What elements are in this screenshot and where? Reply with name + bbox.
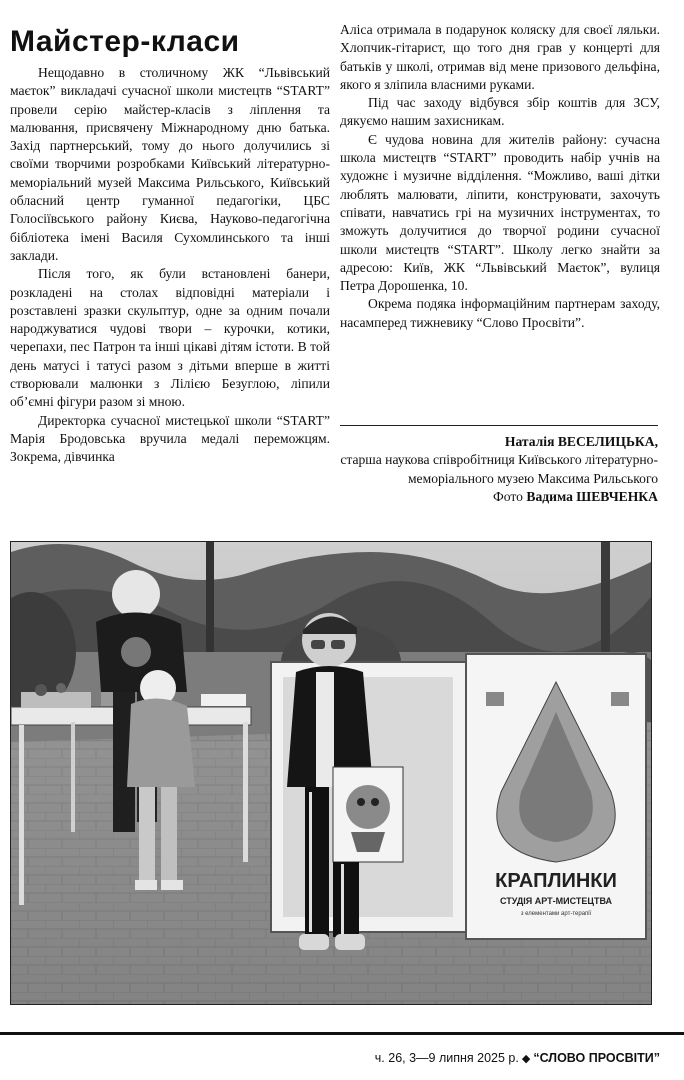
article-paragraph: Окрема подяка інформаційним партнерам заходу, насамперед тижневику “Слово Просвіти”. [340,296,660,330]
photo-credit [340,488,658,506]
issue-info: ч. 26, 3—9 липня 2025 р. [374,1051,519,1065]
article-paragraph: Нещодавно в столичному ЖК “Львівський маєток” викладачі сучасної школи мистецтв “START” провели серію майстер-класів з ліплення та малювання, присвячену Міжнародному дню батька. Захід партнерський, тому до нього долучились зі своїми творчими розробками Київський літературно-меморіальний музей Максима Рильського, Київський обласний центр гуманної педагогіки, ЦБС Голосіївського району Києва, Науково-педагогічна бібліотека імені Василя Сухомлинського та інші заклади. [10,65,330,263]
photographer-name: Вадима ШЕВЧЕНКА [526,488,658,504]
article-paragraph: Під час заходу відбувся збір коштів для ЗСУ, дякуємо нашим захисникам. [340,95,660,129]
article-column-left [10,64,330,467]
author-position: старша наукова співробітниця Київського літературно-меморіального музею Максима Рильського [340,452,658,486]
article-paragraph: Є чудова новина для жителів району: сучасна школа мистецтв “START” проводить набір учнів на художнє і музичне відділення. “Можливо, ваші дітки люблять малювати, ліпити, конструювати, захочуть співати, навчатись грі на музичних інструментах, то зможуть долучитися до творчої родини сучасної школи мистецтв “START”. Школу легко знайти за адресою: Київ, ЖК “Львівський Маєток”, вулиця Петра Дорошенка, 10. [340,131,660,294]
event-photo [10,541,652,1005]
author-name: Наталія ВЕСЕЛИЦЬКА, [504,434,658,449]
article-column-right [340,21,660,332]
event-photo-illustration [11,542,651,1004]
article-paragraph: Після того, як були встановлені банери, розкладені на столах відповідні матеріали і розставлені зразки скульптур, одне за одним почали народжуватися чудові твори – курочки, котики, черепахи, пес Патрон та інші цікаві дітям істоти. В той день матусі і татусі разом з дітьми вперше в житті створювали малюнки з Лілією Безуглою, ліпили об’ємні фігури разом зі мною. [10,266,330,410]
footer-rule [0,1032,684,1035]
newspaper-name: “СЛОВО ПРОСВІТИ” [533,1051,660,1065]
photo-credit-prefix: Фото [493,488,523,504]
banner-small-text: з елементами арт-терапії [520,911,592,917]
article-paragraph: Аліса отримала в подарунок коляску для своєї ляльки. Хлопчик-гітарист, що того дня грав у концерті для батьків у школі, отримав від мене призового дельфіна, якого я зліпила власними руками. [340,22,660,92]
byline [340,433,658,506]
page-footer [375,1050,660,1067]
banner-subtitle: СТУДІЯ АРТ-МИСТЕЦТВА [499,896,613,906]
article-paragraph: Директорка сучасної мистецької школи “START” Марія Бродовська вручила медалі переможцям. Зокрема, дівчинка [10,412,330,465]
byline-divider [340,425,658,426]
diamond-icon: ◆ [521,1053,531,1065]
banner-title: КРАПЛИНКИ [495,870,617,892]
article-title: Майстер-класи [10,25,240,58]
